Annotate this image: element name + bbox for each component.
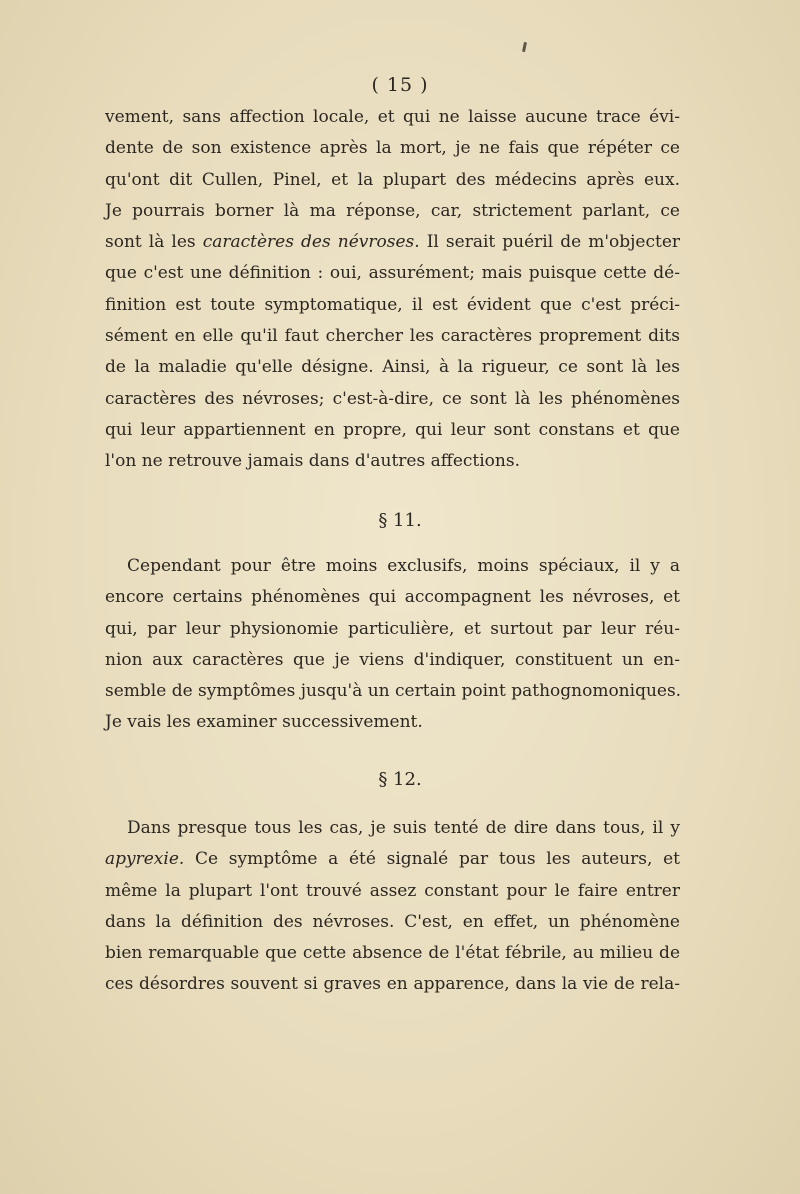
text-line: sément en elle qu'il faut chercher les caractères proprement dits bbox=[105, 326, 680, 347]
text-line: Cependant pour être moins exclusifs, moins spéciaux, il y a bbox=[127, 556, 680, 576]
section-heading-11: § 11. bbox=[378, 510, 422, 531]
paragraph-1 bbox=[105, 102, 680, 478]
text-line: que c'est une définition : oui, assurément; mais puisque cette dé- bbox=[105, 263, 680, 284]
text-line: de la maladie qu'elle désigne. Ainsi, à la rigueur, ce sont là les bbox=[105, 357, 680, 378]
italic-term: apyrexie. bbox=[105, 849, 185, 870]
text-segment: Il serait puéril de m'objecter bbox=[419, 232, 681, 253]
ink-mark bbox=[522, 42, 527, 52]
section-heading-12: § 12. bbox=[378, 769, 422, 790]
text-line: dente de son existence après la mort, je ne fais que répéter ce bbox=[105, 138, 680, 159]
paragraph-2 bbox=[105, 551, 680, 739]
text-line bbox=[105, 227, 680, 258]
text-line: encore certains phénomènes qui accompagnent les névroses, et bbox=[105, 587, 680, 608]
text-line: bien remarquable que cette absence de l'état fébrile, au milieu de bbox=[105, 943, 680, 964]
text-line: qu'ont dit Cullen, Pinel, et la plupart des médecins après eux. bbox=[105, 169, 680, 190]
text-line: nion aux caractères que je viens d'indiquer, constituent un en- bbox=[105, 649, 680, 670]
text-line: l'on ne retrouve jamais dans d'autres affections. bbox=[105, 451, 520, 472]
text-segment: sont là les bbox=[105, 232, 203, 253]
text-line: qui leur appartiennent en propre, qui leur sont constans et que bbox=[105, 419, 680, 440]
italic-term: caractères des névroses. bbox=[202, 232, 420, 253]
text-line: même la plupart l'ont trouvé assez constant pour le faire entrer bbox=[105, 880, 680, 901]
paragraph-3 bbox=[105, 813, 680, 1001]
text-line: Je pourrais borner là ma réponse, car, strictement parlant, ce bbox=[105, 200, 680, 221]
text-line: ces désordres souvent si graves en apparence, dans la vie de rela- bbox=[105, 974, 680, 995]
page-number: ( 15 ) bbox=[371, 74, 429, 96]
text-line: Je vais les examiner successivement. bbox=[105, 712, 423, 733]
text-line: qui, par leur physionomie particulière, et surtout par leur réu- bbox=[105, 618, 680, 639]
text-line: finition est toute symptomatique, il est évident que c'est préci- bbox=[105, 294, 680, 315]
text-line: dans la définition des névroses. C'est, en effet, un phénomène bbox=[105, 911, 680, 932]
text-line: semble de symptômes jusqu'à un certain point pathognomoniques. bbox=[105, 681, 682, 702]
text-line: caractères des névroses; c'est-à-dire, ce sont là les phénomènes bbox=[105, 388, 680, 409]
text-line: vement, sans affection locale, et qui ne laisse aucune trace évi- bbox=[105, 107, 680, 127]
text-segment: Ce symptôme a été signalé par tous les auteurs, et bbox=[184, 849, 680, 870]
text-line bbox=[105, 844, 680, 875]
text-line: Dans presque tous les cas, je suis tenté de dire dans tous, il y bbox=[127, 818, 680, 838]
